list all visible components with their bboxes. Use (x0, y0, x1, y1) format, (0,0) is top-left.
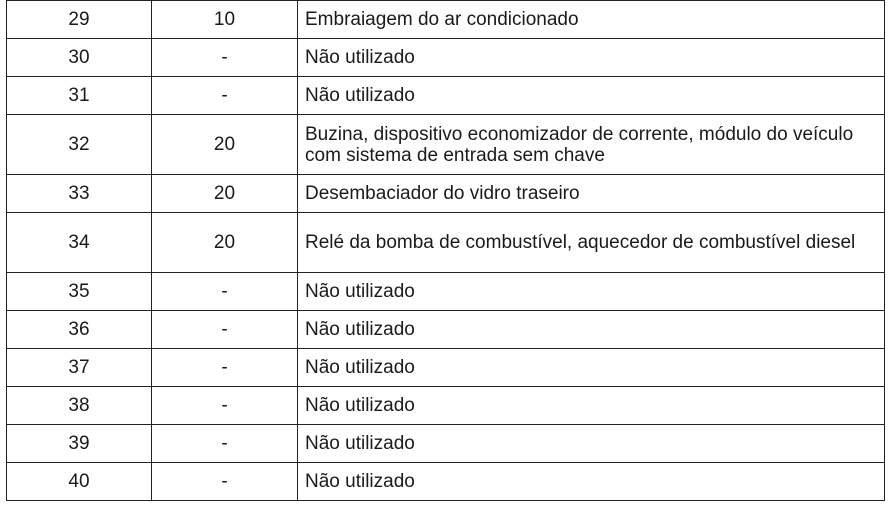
description-cell: Não utilizado (298, 463, 885, 501)
amperage-cell: 20 (152, 213, 298, 273)
table-row (7, 349, 885, 387)
description-cell: Relé da bomba de combustível, aquecedor de combustível diesel (298, 213, 885, 273)
table-row (7, 213, 885, 273)
fuse-number-cell: 38 (7, 387, 152, 425)
fuse-number-cell: 34 (7, 213, 152, 273)
fuse-number-cell: 31 (7, 77, 152, 115)
description-cell: Não utilizado (298, 387, 885, 425)
amperage-cell: 20 (152, 115, 298, 175)
fuse-number-cell: 36 (7, 311, 152, 349)
fuse-number-cell: 30 (7, 39, 152, 77)
amperage-cell: 20 (152, 175, 298, 213)
fuse-table (6, 0, 885, 501)
description-cell: Buzina, dispositivo economizador de corrente, módulo do veículo com sistema de entrada sem chave (298, 115, 885, 175)
fuse-number-cell: 40 (7, 463, 152, 501)
description-cell: Embraiagem do ar condicionado (298, 1, 885, 39)
description-cell: Não utilizado (298, 349, 885, 387)
fuse-number-cell: 35 (7, 273, 152, 311)
table-row (7, 39, 885, 77)
table-row (7, 115, 885, 175)
amperage-cell: - (152, 463, 298, 501)
description-cell: Não utilizado (298, 77, 885, 115)
table-row (7, 175, 885, 213)
table-row (7, 463, 885, 501)
fuse-number-cell: 39 (7, 425, 152, 463)
description-cell: Desembaciador do vidro traseiro (298, 175, 885, 213)
amperage-cell: - (152, 77, 298, 115)
amperage-cell: - (152, 273, 298, 311)
amperage-cell: - (152, 349, 298, 387)
amperage-cell: 10 (152, 1, 298, 39)
table-row (7, 425, 885, 463)
description-cell: Não utilizado (298, 311, 885, 349)
amperage-cell: - (152, 387, 298, 425)
fuse-number-cell: 32 (7, 115, 152, 175)
fuse-number-cell: 33 (7, 175, 152, 213)
table-row (7, 273, 885, 311)
description-cell: Não utilizado (298, 273, 885, 311)
table-row (7, 1, 885, 39)
amperage-cell: - (152, 425, 298, 463)
table-row (7, 77, 885, 115)
fuse-number-cell: 37 (7, 349, 152, 387)
amperage-cell: - (152, 311, 298, 349)
table-row (7, 311, 885, 349)
description-cell: Não utilizado (298, 425, 885, 463)
fuse-number-cell: 29 (7, 1, 152, 39)
amperage-cell: - (152, 39, 298, 77)
description-cell: Não utilizado (298, 39, 885, 77)
table-row (7, 387, 885, 425)
